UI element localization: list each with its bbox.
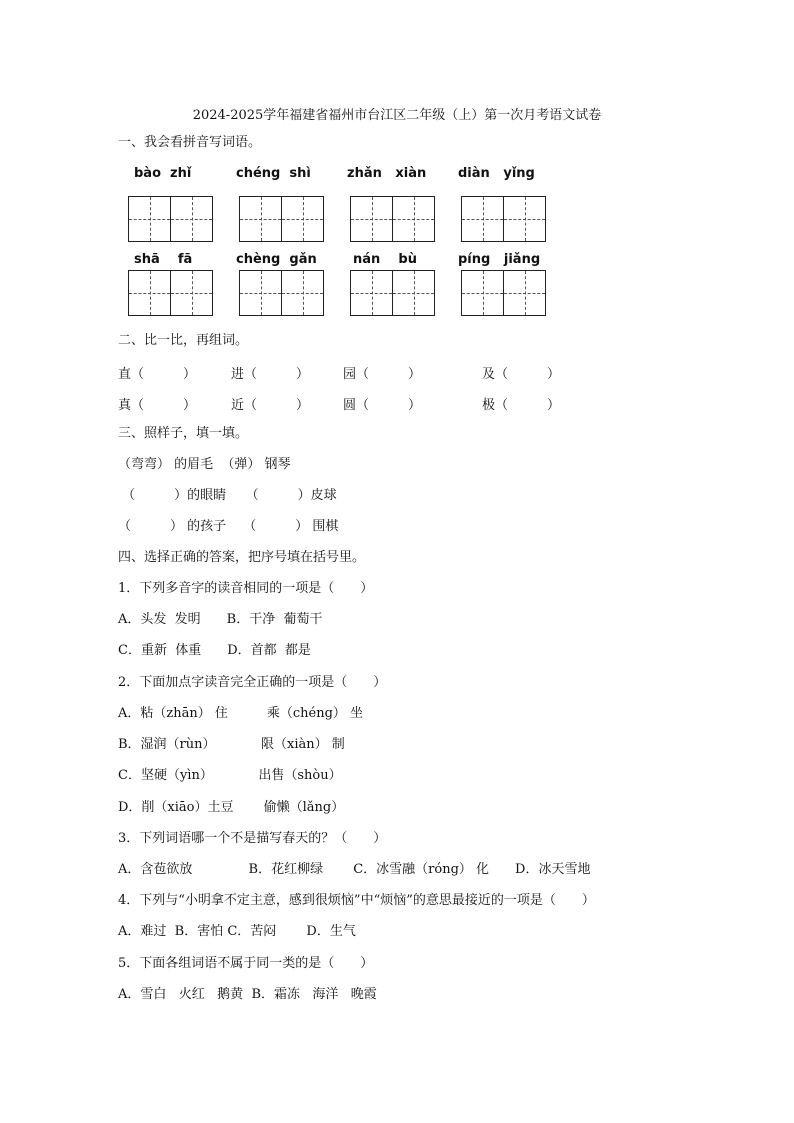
example-line: （弯弯） 的眉毛 （弹） 钢琴 [118,457,291,472]
grid-cell[interactable] [462,271,503,315]
section1-heading: 一、我会看拼音写词语。 [118,135,262,150]
pinyin-label: chèng gǎn [236,252,317,267]
writing-grid[interactable] [350,270,435,316]
grid-cell[interactable] [281,271,323,315]
writing-grid[interactable] [128,196,213,242]
fill-line: （ ） 的孩子 （ ） 围棋 [118,519,339,534]
pinyin-label: píng jiǎng [458,252,541,267]
section2-heading: 二、比一比，再组词。 [118,333,249,348]
question-5: 5．下面各组词语不属于同一类的是（ ） [118,956,374,971]
option-line: A．粘（zhān） 住 乘（chéng） 坐 [118,706,364,721]
compare-item: 极（ ） [482,398,561,413]
grid-cell[interactable] [503,197,545,241]
question-4: 4．下列与“小明拿不定主意，感到很烦恼”中“烦恼”的意思最接近的一项是（ ） [118,893,595,908]
pinyin-label: bào zhǐ [134,166,192,181]
grid-cell[interactable] [170,197,212,241]
grid-cell[interactable] [281,197,323,241]
grid-cell[interactable] [240,197,281,241]
grid-cell[interactable] [503,271,545,315]
grid-cell[interactable] [129,197,170,241]
option-line: A．含苞欲放 B．花红柳绿 C．冰雪融（róng） 化 D．冰天雪地 [118,862,591,877]
grid-cell[interactable] [351,197,392,241]
option-line: D．削（xiāo）土豆 偷懒（lǎng） [118,800,345,815]
grid-cell[interactable] [462,197,503,241]
pinyin-label: shā fā [134,252,193,267]
pinyin-label: nán bù [353,252,417,267]
compare-item: 及（ ） [482,367,561,382]
pinyin-label: diàn yǐng [458,166,535,181]
writing-grid[interactable] [128,270,213,316]
option-line: B．湿润（rùn） 限（xiàn） 制 [118,737,345,752]
option-line: C．重新 体重 D．首都 都是 [118,643,311,658]
question-2: 2．下面加点字读音完全正确的一项是（ ） [118,675,387,690]
option-line: A．难过 B．害怕 C．苦闷 D．生气 [118,924,356,939]
option-line: A．头发 发明 B．干净 葡萄干 [118,612,323,627]
compare-item: 近（ ） [231,398,310,413]
fill-line: （ ）的眼睛 （ ）皮球 [118,488,337,503]
writing-grid[interactable] [239,270,324,316]
grid-cell[interactable] [392,197,434,241]
question-3: 3．下列词语哪一个不是描写春天的？（ ） [118,831,387,846]
compare-item: 园（ ） [343,367,422,382]
grid-cell[interactable] [351,271,392,315]
compare-item: 圆（ ） [343,398,422,413]
section3-heading: 三、照样子，填一填。 [118,426,249,441]
writing-grid[interactable] [461,270,546,316]
grid-cell[interactable] [240,271,281,315]
question-1: 1．下列多音字的读音相同的一项是（ ） [118,581,374,596]
option-line: A．雪白 火红 鹅黄 B．霜冻 海洋 晚霞 [118,987,377,1002]
writing-grid[interactable] [461,196,546,242]
writing-grid[interactable] [239,196,324,242]
grid-cell[interactable] [392,271,434,315]
pinyin-label: zhǎn xiàn [347,166,427,181]
compare-item: 进（ ） [231,367,310,382]
option-line: C．坚硬（yìn） 出售（shòu） [118,768,342,783]
exam-title: 2024-2025学年福建省福州市台江区二年级（上）第一次月考语文试卷 [192,108,602,123]
compare-item: 直（ ） [118,367,197,382]
compare-item: 真（ ） [118,398,197,413]
writing-grid[interactable] [350,196,435,242]
grid-cell[interactable] [170,271,212,315]
section4-heading: 四、选择正确的答案，把序号填在括号里。 [118,550,366,565]
grid-cell[interactable] [129,271,170,315]
pinyin-label: chéng shì [236,166,311,181]
